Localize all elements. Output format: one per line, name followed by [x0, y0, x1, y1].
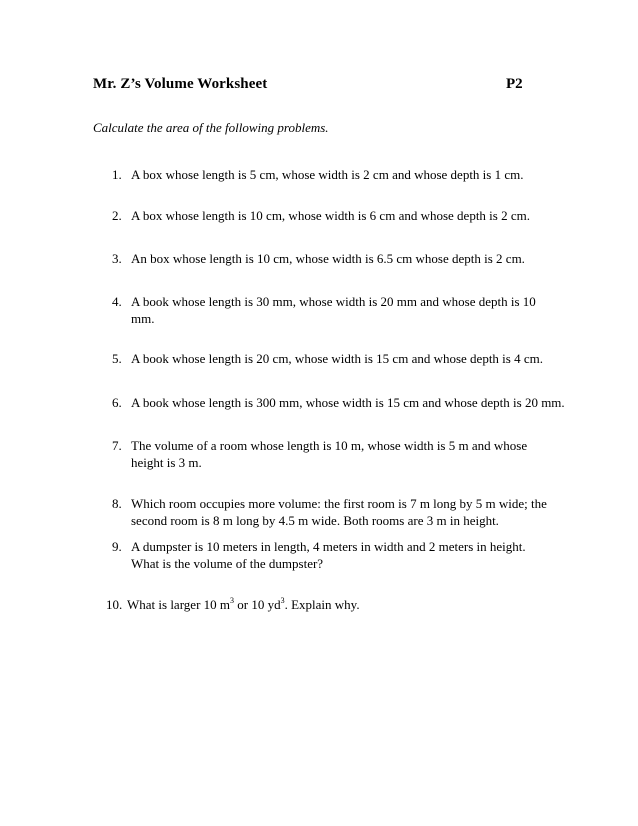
worksheet-title: Mr. Z’s Volume Worksheet — [93, 76, 268, 92]
problem-number: 7. — [112, 438, 122, 453]
problem-text-suffix: . Explain why. — [284, 597, 360, 612]
instructions: Calculate the area of the following problems. — [93, 120, 329, 135]
problem-text — [131, 293, 536, 327]
problem-line: An box whose length is 10 cm, whose width is 6.5 cm whose depth is 2 cm. — [131, 251, 525, 266]
problem-line: A book whose length is 300 mm, whose width is 15 cm and whose depth is 20 mm. — [131, 395, 565, 410]
problem-number: 3. — [112, 251, 122, 266]
problem-line: Which room occupies more volume: the first room is 7 m long by 5 m wide; the — [131, 496, 547, 511]
problem-text-middle: or 10 yd — [234, 597, 281, 612]
superscript-cubed: 3 — [230, 596, 235, 605]
problem-line: A box whose length is 10 cm, whose width is 6 cm and whose depth is 2 cm. — [131, 208, 530, 223]
problem-line: What is the volume of the dumpster? — [131, 556, 324, 571]
problem-number: 5. — [112, 351, 122, 366]
problem-line: height is 3 m. — [131, 455, 202, 470]
problem-line: A book whose length is 30 mm, whose width is 20 mm and whose depth is 10 — [131, 294, 536, 309]
problem-text — [131, 166, 524, 183]
problem-line: A dumpster is 10 meters in length, 4 meters in width and 2 meters in height. — [131, 539, 526, 554]
problem-text — [131, 350, 543, 367]
problem-line: A box whose length is 5 cm, whose width is 2 cm and whose depth is 1 cm. — [131, 167, 524, 182]
problem-number: 1. — [112, 167, 122, 182]
problem-text — [131, 538, 526, 572]
problem-text — [131, 495, 547, 529]
problem-line: mm. — [131, 311, 155, 326]
problem-text — [127, 596, 360, 613]
problem-number: 8. — [112, 496, 122, 511]
problem-number: 9. — [112, 539, 122, 554]
problem-line: A book whose length is 20 cm, whose width is 15 cm and whose depth is 4 cm. — [131, 351, 543, 366]
problem-text-prefix: What is larger 10 m — [127, 597, 231, 612]
problem-text — [131, 437, 527, 471]
problem-number: 6. — [112, 395, 122, 410]
problem-line: second room is 8 m long by 4.5 m wide. Both rooms are 3 m in height. — [131, 513, 499, 528]
problem-text — [131, 207, 530, 224]
superscript-cubed: 3 — [280, 596, 285, 605]
problem-number: 2. — [112, 208, 122, 223]
page-label: P2 — [506, 76, 523, 92]
problem-number: 10. — [106, 597, 123, 612]
problem-text — [131, 250, 525, 267]
problem-line: The volume of a room whose length is 10 m, whose width is 5 m and whose — [131, 438, 528, 453]
problem-text — [131, 394, 565, 411]
problem-number: 4. — [112, 294, 122, 309]
